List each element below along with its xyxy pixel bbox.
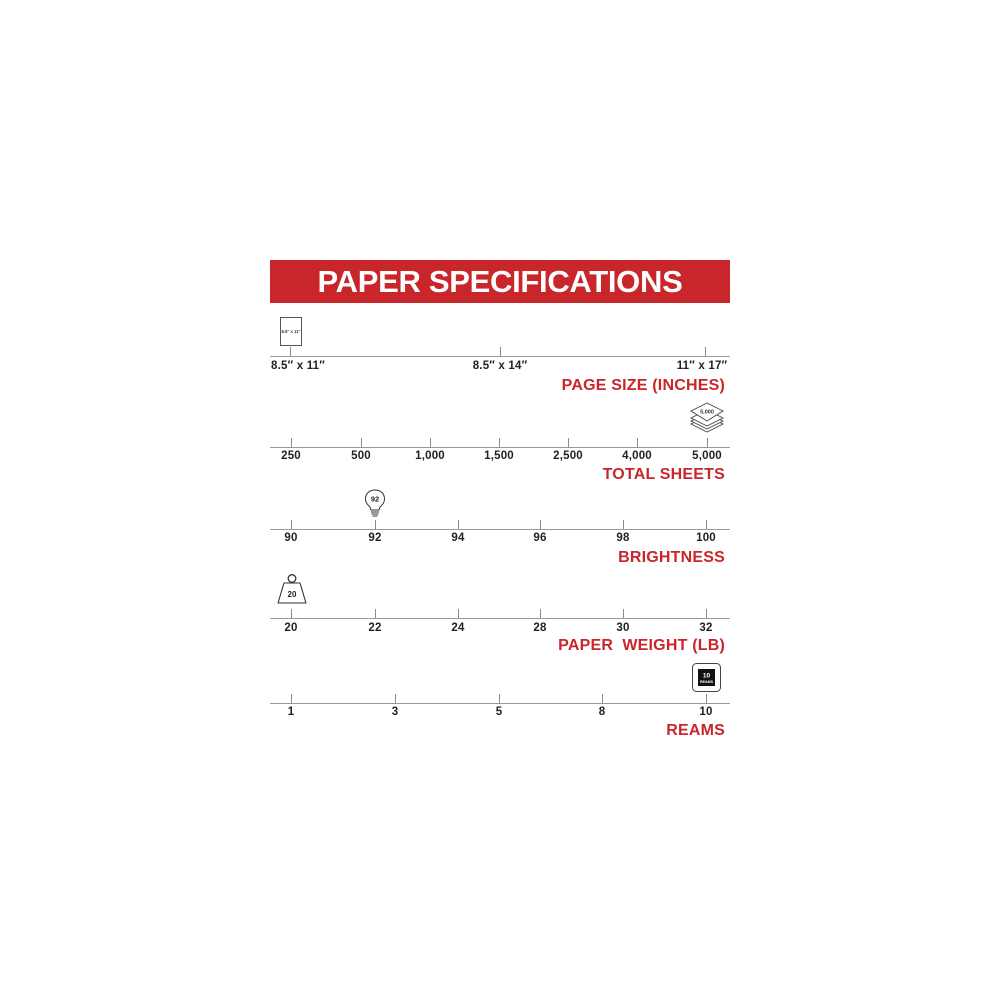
paper-weight-label: 22	[368, 622, 382, 634]
total-sheets-label: 5,000	[692, 450, 722, 462]
page-size-label: 11″ x 17″	[676, 360, 728, 372]
total-sheets-tick	[707, 438, 708, 447]
reams-label: 10	[699, 706, 713, 718]
reams-scale	[270, 660, 730, 750]
paper-weight-tick	[458, 609, 459, 618]
total-sheets-label: 2,500	[553, 450, 583, 462]
page-title: PAPER SPECIFICATIONS	[317, 263, 683, 299]
reams-tick	[291, 694, 292, 703]
paper-weight-label: 30	[616, 622, 630, 634]
reams-tick	[602, 694, 603, 703]
brightness-tick	[375, 520, 376, 529]
weight-text: 20	[287, 590, 297, 599]
ream-box-label: REAMS	[700, 680, 713, 684]
paper-weight-tick	[375, 609, 376, 618]
page-size-label: 8.5″ x 14″	[472, 360, 528, 372]
total-sheets-label: 4,000	[622, 450, 652, 462]
paper-weight-tick	[291, 609, 292, 618]
total-sheets-tick	[430, 438, 431, 447]
reams-label: 3	[391, 706, 399, 718]
reams-title: REAMS	[666, 722, 725, 739]
total-sheets-tick	[291, 438, 292, 447]
paper-weight-axis	[270, 618, 730, 619]
page-size-tick	[500, 347, 501, 356]
reams-tick	[706, 694, 707, 703]
reams-axis	[270, 703, 730, 704]
paper-weight-tick	[623, 609, 624, 618]
paper-sheet-text: 8.5″ x 11″	[281, 329, 301, 334]
page-size-tick	[705, 347, 706, 356]
reams-label: 5	[495, 706, 503, 718]
page-size-tick	[290, 347, 291, 356]
brightness-tick	[706, 520, 707, 529]
brightness-label: 100	[696, 532, 716, 544]
paper-weight-label: 32	[699, 622, 713, 634]
total-sheets-title: TOTAL SHEETS	[602, 466, 725, 483]
brightness-tick	[458, 520, 459, 529]
total-sheets-axis	[270, 447, 730, 448]
paper-sheet-icon	[280, 317, 302, 346]
brightness-scale	[270, 485, 730, 575]
total-sheets-tick	[499, 438, 500, 447]
brightness-label: 90	[284, 532, 298, 544]
brightness-label: 92	[368, 532, 382, 544]
title-banner	[270, 260, 730, 303]
total-sheets-scale	[270, 400, 730, 490]
total-sheets-label: 500	[351, 450, 371, 462]
brightness-tick	[623, 520, 624, 529]
total-sheets-tick	[361, 438, 362, 447]
page-size-label: 8.5″ x 11″	[271, 360, 325, 372]
light-bulb-text: 92	[370, 494, 380, 504]
paper-weight-tick	[540, 609, 541, 618]
brightness-tick	[540, 520, 541, 529]
page-size-scale	[270, 310, 730, 400]
paper-weight-label: 28	[533, 622, 547, 634]
total-sheets-label: 250	[281, 450, 301, 462]
paper-stack-text: 5,000	[700, 409, 714, 416]
ream-box-count: 10	[702, 672, 711, 680]
page-size-axis	[270, 356, 730, 357]
paper-stack-icon	[690, 401, 724, 437]
reams-tick	[499, 694, 500, 703]
paper-weight-tick	[706, 609, 707, 618]
page-size-title: PAGE SIZE (INCHES)	[561, 377, 725, 394]
reams-tick	[395, 694, 396, 703]
reams-label: 8	[598, 706, 606, 718]
brightness-label: 98	[616, 532, 630, 544]
brightness-label: 94	[451, 532, 465, 544]
total-sheets-tick	[637, 438, 638, 447]
total-sheets-label: 1,000	[415, 450, 445, 462]
brightness-title: BRIGHTNESS	[618, 549, 725, 566]
paper-weight-label: 20	[284, 622, 298, 634]
weight-icon	[276, 573, 308, 605]
brightness-tick	[291, 520, 292, 529]
paper-weight-title: PAPER WEIGHT (LB)	[558, 637, 725, 654]
brightness-label: 96	[533, 532, 547, 544]
paper-weight-scale	[270, 570, 730, 660]
total-sheets-tick	[568, 438, 569, 447]
total-sheets-label: 1,500	[484, 450, 514, 462]
paper-weight-label: 24	[451, 622, 465, 634]
ream-box-icon	[692, 663, 721, 692]
brightness-axis	[270, 529, 730, 530]
light-bulb-icon	[364, 489, 386, 519]
reams-label: 1	[287, 706, 295, 718]
